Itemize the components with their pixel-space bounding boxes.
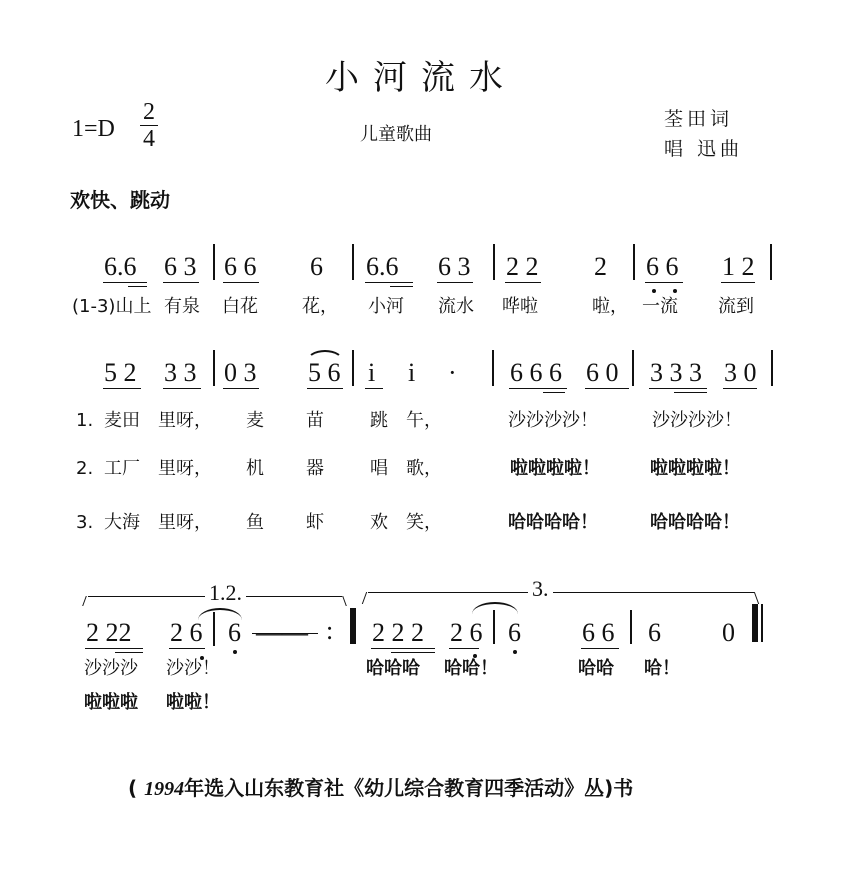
barline	[492, 350, 494, 386]
note-group: 6 3	[438, 252, 471, 281]
lyric: 跳	[370, 410, 388, 431]
time-sig-top: 2	[143, 99, 155, 125]
underline	[163, 388, 201, 389]
underline	[585, 388, 629, 389]
lyric: 流到	[718, 296, 754, 317]
underline	[390, 286, 413, 287]
note-group: 3 3 3	[650, 358, 702, 387]
barline	[770, 244, 772, 280]
rest: 0	[722, 618, 735, 647]
barline	[632, 350, 634, 386]
note-group: 5 6	[308, 358, 341, 387]
song-title: 小河流水	[325, 58, 517, 98]
key-signature: 1=D	[72, 116, 115, 142]
lyric: 花，	[302, 296, 338, 317]
lyric: 沙沙沙沙！	[508, 410, 598, 431]
time-sig-bottom: 4	[143, 126, 155, 152]
note-group: 2 22	[86, 618, 132, 647]
underline	[103, 282, 147, 283]
note-group: 0 3	[224, 358, 257, 387]
lyric: 里呀，	[158, 512, 212, 533]
repeat-dots: :	[326, 616, 334, 645]
lyric: 机	[246, 458, 264, 479]
lyric: 哈哈哈	[366, 658, 420, 679]
lyric: 白花	[222, 296, 258, 317]
lyric: 哗啦	[502, 296, 538, 317]
lyric: 笑，	[406, 512, 442, 533]
note-group: 1 2	[722, 252, 755, 281]
underline	[365, 282, 413, 283]
note-group: 6.6	[366, 252, 399, 281]
footer-open-paren: (	[128, 776, 138, 800]
tempo-marking: 欢快、跳动	[70, 188, 170, 212]
lyric: 里呀，	[158, 458, 212, 479]
note-group: 6 6	[224, 252, 257, 281]
lyric: 工厂	[104, 458, 140, 479]
source-note	[128, 772, 633, 801]
note-group: 2 2 2	[372, 618, 424, 647]
low-octave-dot	[652, 289, 656, 293]
lyric: 鱼	[246, 512, 264, 533]
note: 6	[228, 618, 241, 647]
note-group: 6 6 6	[510, 358, 562, 387]
note-group: 6 6	[646, 252, 679, 281]
duration-dash	[252, 633, 318, 634]
underline	[509, 388, 567, 389]
note-group: 6 3	[164, 252, 197, 281]
lyric: 流水	[438, 296, 474, 317]
verse-number: 3.	[76, 512, 94, 533]
tie	[472, 602, 518, 614]
note-group: 3 3	[164, 358, 197, 387]
note-group: 6 6	[582, 618, 615, 647]
final-barline	[752, 604, 758, 642]
volta-hook	[362, 592, 373, 604]
note-group: 2 2	[506, 252, 539, 281]
lyric: 有泉	[164, 296, 200, 317]
augmentation-dot: ·	[448, 358, 457, 387]
note: 6	[648, 618, 661, 647]
lyricist-credit: 荃田词	[664, 108, 734, 130]
underline	[223, 388, 259, 389]
low-octave-dot	[513, 650, 517, 654]
barline	[630, 610, 632, 644]
lyric: 一流	[642, 296, 678, 317]
volta-hook	[82, 596, 93, 606]
lyric: 哈！	[644, 658, 680, 679]
volta-label: 3.	[528, 576, 553, 602]
volta-label: 1.2.	[205, 580, 246, 606]
underline	[163, 282, 199, 283]
underline	[505, 282, 541, 283]
lyric: 大海	[104, 512, 140, 533]
volta-hook	[336, 596, 347, 606]
lyric: 哈哈	[578, 658, 614, 679]
genre-label: 儿童歌曲	[360, 124, 432, 145]
lyric: 虾	[306, 512, 324, 533]
lyric: 午，	[406, 410, 442, 431]
high-note: i	[408, 358, 416, 387]
underline	[391, 652, 435, 653]
underline	[449, 648, 479, 649]
note: 2	[594, 252, 607, 281]
underline	[128, 286, 147, 287]
underline	[169, 648, 205, 649]
barline	[771, 350, 773, 386]
lyric: 麦田	[104, 410, 140, 431]
lyric: 唱	[370, 458, 388, 479]
lyric: 苗	[306, 410, 324, 431]
volta-hook	[748, 592, 759, 604]
lyric: 器	[306, 458, 324, 479]
footer-year: 1994	[144, 778, 185, 800]
barline	[633, 244, 635, 280]
note-group: 2 6	[450, 618, 483, 647]
lyric: 啦啦啦啦！	[650, 458, 740, 479]
underline	[85, 648, 143, 649]
underline	[721, 282, 755, 283]
underline	[103, 388, 141, 389]
lyric: 沙沙！	[166, 658, 220, 679]
volta-bracket-3	[368, 592, 754, 593]
note: 6	[310, 252, 323, 281]
lyric: 沙沙沙沙！	[652, 410, 742, 431]
underline	[543, 392, 565, 393]
underline	[581, 648, 619, 649]
barline	[493, 244, 495, 280]
lyric: 哈哈哈哈！	[508, 512, 598, 533]
underline	[115, 652, 143, 653]
underline	[645, 282, 683, 283]
underline	[649, 388, 707, 389]
lyric: 歌，	[406, 458, 442, 479]
barline	[352, 350, 354, 386]
lyric: 麦	[246, 410, 264, 431]
note-group: 6 0	[586, 358, 619, 387]
lyric: 欢	[370, 512, 388, 533]
final-barline-thin	[761, 604, 763, 642]
note-group: 6.6	[104, 252, 137, 281]
underline	[371, 648, 435, 649]
note-group: 5 2	[104, 358, 137, 387]
underline	[307, 388, 343, 389]
lyric: 哈哈！	[444, 658, 498, 679]
lyric: 小河	[368, 296, 404, 317]
barline	[352, 244, 354, 280]
high-note: i	[368, 358, 376, 387]
note-group: 3 0	[724, 358, 757, 387]
lyric: (1-3)山上	[72, 296, 152, 317]
lyric: 里呀，	[158, 410, 212, 431]
barline	[213, 244, 215, 280]
footer-text: 年选入山东教育社《幼儿综合教育四季活动》丛)书	[184, 776, 634, 800]
note-group: 2 6	[170, 618, 203, 647]
lyric: 啦啦啦	[84, 692, 138, 713]
underline	[437, 282, 473, 283]
underline	[223, 282, 259, 283]
underline	[674, 392, 707, 393]
verse-number: 2.	[76, 458, 94, 479]
time-signature	[140, 100, 158, 151]
low-octave-dot	[673, 289, 677, 293]
repeat-end-barline[interactable]	[350, 608, 356, 644]
lyric: 沙沙沙	[84, 658, 138, 679]
lyric: 啦，	[592, 296, 628, 317]
underline	[365, 388, 383, 389]
verse-number: 1.	[76, 410, 94, 431]
lyric: 哈哈哈哈！	[650, 512, 740, 533]
barline	[213, 612, 215, 646]
barline	[213, 350, 215, 386]
composer-credit: 唱 迅曲	[664, 138, 744, 160]
low-octave-dot	[233, 650, 237, 654]
lyric: 啦啦啦啦！	[510, 458, 600, 479]
note: 6	[508, 618, 521, 647]
barline	[493, 610, 495, 644]
underline	[723, 388, 757, 389]
dash-extension: ——	[256, 618, 308, 647]
lyric: 啦啦！	[166, 692, 220, 713]
